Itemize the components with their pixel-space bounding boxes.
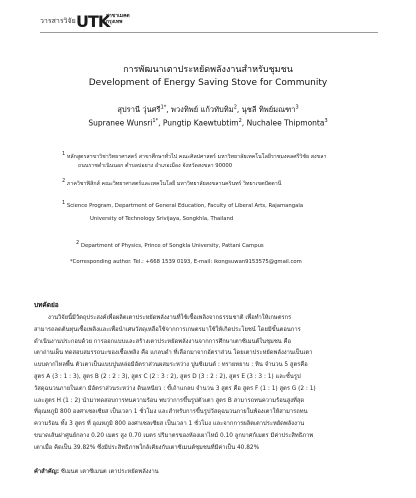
title-english: Development of Energy Saving Stove for Community (88, 78, 328, 88)
author-thai-2-sup: 2 (233, 104, 237, 111)
university-logo (76, 10, 136, 32)
author-en-3-sup: 3 (324, 118, 328, 124)
author-en-3: , Nuchalee Thipmonta (241, 118, 325, 128)
affiliation-2-english (62, 239, 382, 251)
author-en-1: Supranee Wunsri (88, 118, 153, 128)
abstract-line: สูตร A (3 : 1 : 3), สูตร B (2 : 2 : 3), สูตร C (2 : 3 : 2), สูตร D (3 : 2 : 2), สูตร E (3 : 3 : 1) และชั้นรูป (34, 373, 301, 380)
affil-3-line1: Science Program, Department of General Education, Faculty of Liberal Arts, Rajamangala (65, 202, 304, 209)
affiliation-1-english (62, 199, 382, 224)
abstract-line: สามารถลดต้นทุนเชื้อเพลิงและเพื่อนำเศษวัสดุเหลือใช้จากการเกษตรมาใช้ให้เกิดประโยชน์ โดยมีขั้นตอนการ (34, 326, 301, 333)
author-thai-3-sup: 3 (295, 104, 299, 111)
affil-1-line2: ถนนราชดำเนินนอก ตำบลบ่อยาง อำเภอเมือง จังหวัดสงขลา 90000 (78, 162, 233, 169)
author-thai-3: , นุชลี ทิพย์มณฑา (236, 105, 296, 114)
affiliation-2-thai (62, 177, 382, 189)
abstract-line: และสูตร H (1 : 2) นำมาทดสอบการทนความร้อน พบว่าการขึ้นรูปตัวเตา สูตร B สามารถทนความร้อนสูงที่สุด (34, 397, 305, 404)
affil-2-line1: ภาควิชาฟิสิกส์ คณะวิทยาศาสตร์และเทคโนโลยี มหาวิทยาลัยสงขลานครินทร์ วิทยาเขตปัตตานี (65, 180, 282, 187)
author-thai-2: , พวงทิพย์ แก้วทับทิม (166, 105, 234, 114)
affil-3-line2: University of Technology Srivijaya, Songkhla, Thailand (90, 215, 234, 222)
author-en-1-sup: 1* (152, 118, 159, 124)
affil-1-sup: 1 (62, 151, 66, 157)
abstract-line: เตาถ่านเผ็น ทดสอบสมรรถนะของเชื้อเพลิง คือ แกลบดำ ที่เลือกมาจากอัตราส่วน โดยเตาประหยัดพลังงานเป็นเตา (34, 350, 313, 357)
corresponding-line: *Corresponding author. Tel.: +668 1539 0193, E-mail: ikongsuwan9153575@gmail.com (70, 259, 302, 265)
author-thai-1-sup: 1* (160, 104, 167, 111)
abstract-heading: บทคัดย่อ (34, 301, 59, 309)
abstract-body (34, 313, 384, 455)
keywords-text: ซีเมนต เตาซีเมนต เตาประหยัดพลังงาน (59, 469, 159, 475)
title-thai: การพัฒนาเตาประหยัดพลังงานสำหรับชุมชน (123, 65, 293, 75)
abstract-line: ดำเนินงานประกอบด้วย การออกแบบและสร้างเตาประหยัดพลังงานจากการศึกษาเตาซีเมนต์ในชุมชน คือ (34, 338, 291, 345)
affiliation-1-thai (62, 150, 382, 171)
journal-name: วารสารวิจัย (40, 17, 76, 25)
keywords-label: คำสำคัญ: (34, 469, 60, 475)
author-thai-1: สุปรานี วุ่นศรี (117, 105, 161, 114)
abstract-line: แบบตากไหลพื้น ตัวเตาเป็นแบบปูนหล่อมีอัตราส่วนผสมระหว่าง ปูนซีเมนต์ : ทรายหยาบ : หิน จำนวน 5 สูตรคือ (34, 362, 308, 369)
abstract-line: เตาเมื่อ คิดเป็น 39.82% ซึ่งมีประสิทธิภาพใกล้เคียงกับเตาซีเมนต์ชุมชนที่มีค่าเป็น 40.82% (34, 444, 260, 451)
author-en-2: , Pungtip Kaewtubtim (158, 118, 239, 128)
affil-2-sup: 2 (62, 178, 66, 184)
affil-4-sup: 2 (76, 240, 80, 246)
authors-thai (0, 104, 416, 116)
abstract-line: ขนาดเส้นผ่าศูนย์กลาง 0.20 เมตร สูง 0.70 เมตร ปริมาตรของห้องเผาไหม้ 0.10 ลูกบาศก์เมตร มีค่าประสิทธิภาพ (34, 432, 314, 439)
author-en-2-sup: 2 (238, 118, 242, 124)
affil-1-line1: หลักสูตรสาขาวิชาวิทยาศาสตร์ สาขาศึกษาทั่วไป คณะศิลปศาสตร์ มหาวิทยาลัยเทคโนโลยีราชมงคลศรีวิชัย สงขลา (65, 153, 327, 160)
keywords (34, 466, 159, 476)
corresponding-author (62, 258, 382, 267)
logo-sub-line1: สาขาเมคต (106, 13, 130, 19)
logo-sub-line2: กรุงเทพ (106, 19, 123, 25)
header-rule (40, 32, 378, 33)
logo-mark: UTK (76, 12, 110, 31)
abstract-line: ที่อุณหภูมิ 800 องศาเซลเซียส เป็นเวลา 1 ชั่วโมง และสำหรับการขึ้นรูปวัสดุฉนวนภายในพ้องเตาให้สามารถทน (34, 409, 308, 416)
journal-header (40, 8, 380, 34)
affil-3-sup: 1 (62, 200, 66, 206)
logo-subtext (106, 13, 130, 25)
authors-english (0, 118, 416, 128)
abstract-line: งานวิจัยนี้มีวัตถุประสงค์เพื่อผลิตเตาประหยัดพลังงานที่ใช้เชื้อเพลิงจากธรรมชาติ เพื่อทำให้เกษตรกร (48, 315, 292, 321)
abstract-line: ความร้อน ทั้ง 3 สูตร ที่ อุณหภูมิ 800 องศาเซลเซียส เป็นเวลา 1 ชั่วโมง และจากการผลิตเตาประหยัดพลังงาน (34, 421, 305, 428)
abstract-line: วัสดุฉนวนภายในเตา มีอัตราส่วนระหว่าง ดินเหนียว : ขี้เถ้าแกลบ จำนวน 3 สูตร คือ สูตร F (1 : 1) สูตร G (2 : 1) (34, 385, 316, 392)
affil-4-line1: Department of Physics, Prince of Songkla University, Pattani Campus (79, 242, 264, 249)
